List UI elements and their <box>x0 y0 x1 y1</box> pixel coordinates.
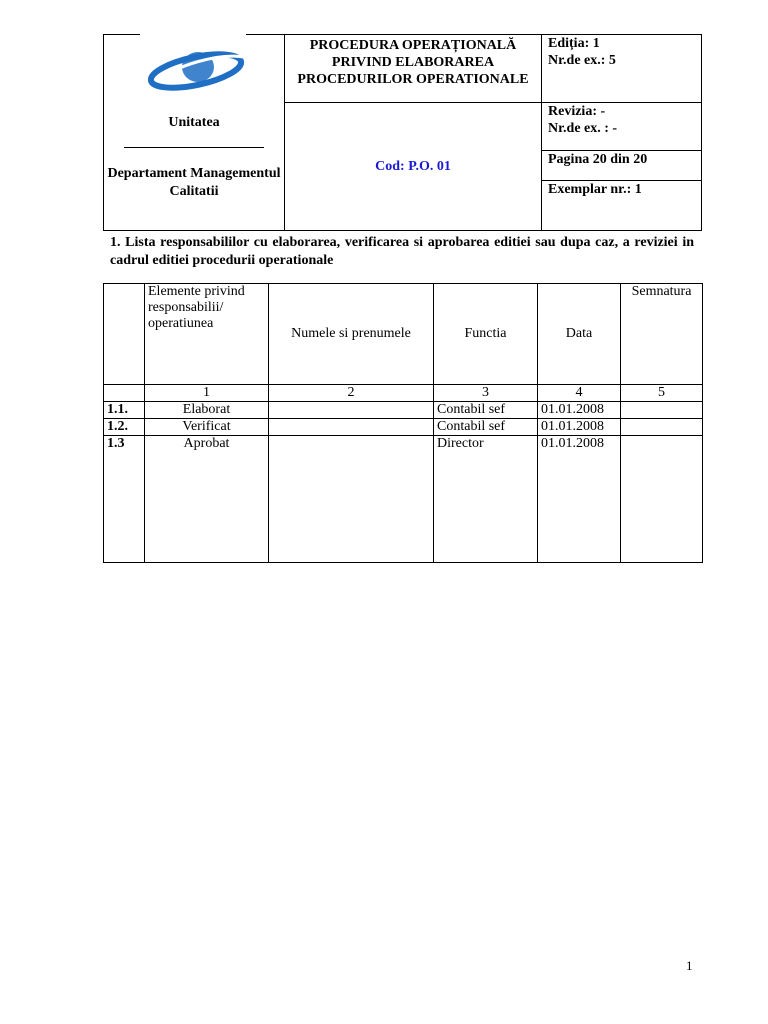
unit-underline <box>124 147 264 148</box>
table-header-operation: Elemente privind responsabilii/ operatiunea <box>145 284 269 385</box>
row-function: Director <box>434 436 538 563</box>
column-number: 3 <box>434 385 538 402</box>
exemplar-info: Exemplar nr.: 1 <box>542 181 702 231</box>
row-operation: Elaborat <box>145 402 269 419</box>
row-signature <box>621 419 703 436</box>
edition-info <box>542 35 702 103</box>
table-header-signature: Semnatura <box>621 284 703 385</box>
column-number-empty <box>104 385 145 402</box>
row-date: 01.01.2008 <box>538 436 621 563</box>
responsibles-table <box>103 283 703 563</box>
row-date: 01.01.2008 <box>538 419 621 436</box>
procedure-title: PROCEDURA OPERAȚIONALĂ PRIVIND ELABORAREA PROCEDURILOR OPERATIONALE <box>285 35 542 103</box>
page-number: 1 <box>686 958 693 973</box>
company-logo <box>148 45 248 93</box>
row-function: Contabil sef <box>434 419 538 436</box>
row-code: 1.3 <box>104 436 145 563</box>
table-row <box>104 419 703 436</box>
document-header <box>103 34 702 231</box>
row-name <box>269 419 434 436</box>
logo-cell <box>104 35 285 231</box>
column-number: 4 <box>538 385 621 402</box>
revision-info <box>542 103 702 151</box>
revision-text: Revizia: - <box>548 104 606 119</box>
table-row <box>104 402 703 419</box>
row-signature <box>621 436 703 563</box>
row-name <box>269 402 434 419</box>
table-header-row <box>104 284 703 385</box>
revision-copies-text: Nr.de ex. : - <box>548 121 618 136</box>
row-operation: Aprobat <box>145 436 269 563</box>
column-number: 1 <box>145 385 269 402</box>
row-signature <box>621 402 703 419</box>
table-header-date: Data <box>538 284 621 385</box>
column-number: 2 <box>269 385 434 402</box>
copies-text: Nr.de ex.: 5 <box>548 53 616 68</box>
table-column-numbers <box>104 385 703 402</box>
row-operation: Verificat <box>145 419 269 436</box>
table-header-name: Numele si prenumele <box>269 284 434 385</box>
department-label: Departament Managementul Calitatii <box>107 166 281 199</box>
row-name <box>269 436 434 563</box>
unit-label: Unitatea <box>168 115 220 130</box>
procedure-code: Cod: P.O. 01 <box>285 103 542 231</box>
page-info: Pagina 20 din 20 <box>542 151 702 181</box>
table-header-function: Functia <box>434 284 538 385</box>
table-header-empty <box>104 284 145 385</box>
column-number: 5 <box>621 385 703 402</box>
row-function: Contabil sef <box>434 402 538 419</box>
section-title: 1. Lista responsabililor cu elaborarea, verificarea si aprobarea editiei sau dupa caz, a reviziei in cadrul editiei procedurii operationale <box>110 235 694 268</box>
row-date: 01.01.2008 <box>538 402 621 419</box>
row-code: 1.2. <box>104 419 145 436</box>
row-code: 1.1. <box>104 402 145 419</box>
table-row <box>104 436 703 563</box>
edition-text: Ediția: 1 <box>548 36 600 51</box>
